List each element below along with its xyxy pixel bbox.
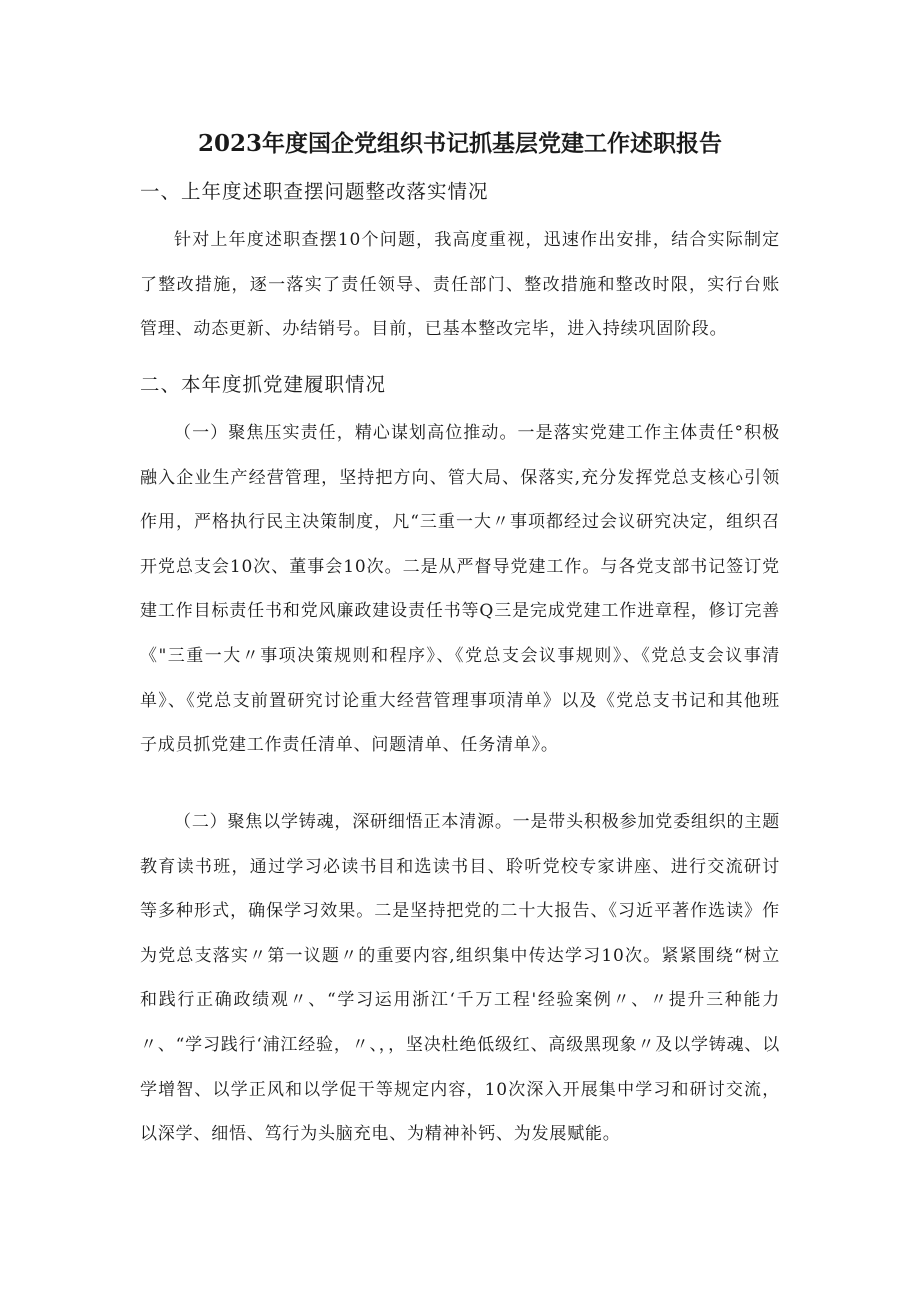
section-heading-1: 一、上年度述职查摆问题整改落实情况 [140, 180, 489, 203]
section-2-paragraph-2: （二）聚焦以学铸魂，深研细悟正本清源。一是带头积极参加党委组织的主题教育读书班，通过学习必读书目和选读书目、聆听党校专家讲座、进行交流研讨等多种形式，确保学习效果。二是坚持把党的二十大报告、《习近平著作选读》作为党总支落实〃第一议题〃的重要内容,组织集中传达学习10次。紧紧围绕“树立和践行正确政绩观〃、“学习运用浙江‘千万工程'经验案例〃、〃提升三种能力〃、“学习践行‘浦江经验，〃、，，坚决杜绝低级红、高级黑现象〃及以学铸魂、以学增智、以学正风和以学促干等规定内容，10次深入开展集中学习和研讨交流，以深学、细悟、笃行为头脑充电、为精神补钙、为发展赋能。 [140, 812, 780, 1145]
section-1-paragraph: 针对上年度述职查摆10个问题，我高度重视，迅速作出安排，结合实际制定了整改措施，逐一落实了责任领导、责任部门、整改措施和整改时限，实行台账管理、动态更新、办结销号。目前，已基本整改完毕，进入持续巩固阶段。 [140, 230, 780, 340]
section-2-paragraph-1: （一）聚焦压实责任，精心谋划高位推动。一是落实党建工作主体责任°积极融入企业生产经营管理，坚持把方向、管大局、保落实,充分发挥党总支核心引领作用，严格执行民主决策制度，凡“三重一大〃事项都经过会议研究决定，组织召开党总支会10次、董事会10次。二是从严督导党建工作。与各党支部书记签订党建工作目标责任书和党风廉政建设责任书等Q三是完成党建工作进章程，修订完善《"三重一大〃事项决策规则和程序》、《党总支会议事规则》、《党总支会议事清单》、《党总支前置研究讨论重大经营管理事项清单》以及《党总支书记和其他班子成员抓党建工作责任清单、问题清单、任务清单》。 [140, 423, 780, 756]
document-title: 2023年度国企党组织书记抓基层党建工作述职报告 [197, 130, 722, 157]
section-heading-2: 二、本年度抓党建履职情况 [140, 373, 387, 396]
